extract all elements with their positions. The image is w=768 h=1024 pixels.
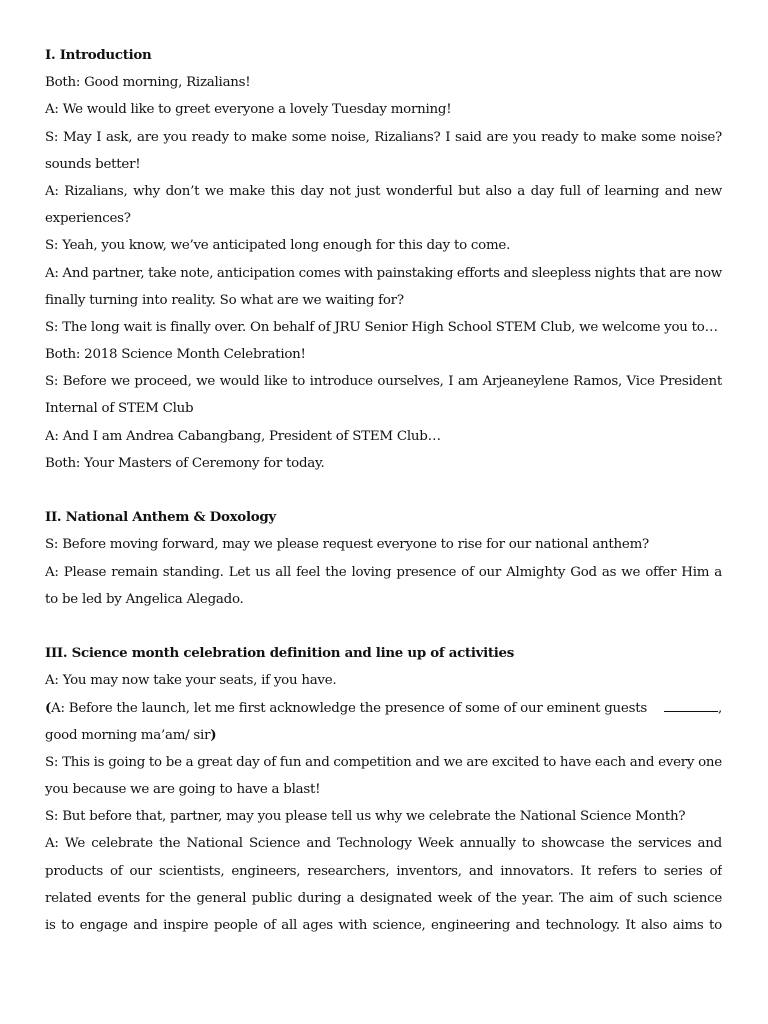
dialogue-line: Both: Good morning, Rizalians!	[45, 75, 251, 91]
dialogue-line: is to engage and inspire people of all ages with science, engineering and technology. It also aims to	[45, 918, 722, 933]
guest-name-blank	[664, 701, 718, 712]
parenthetical-line	[45, 695, 722, 722]
dialogue-line: finally turning into reality. So what are we waiting for?	[45, 292, 404, 308]
dialogue-line: to be led by Angelica Alegado.	[45, 591, 244, 607]
section-spacer	[45, 477, 722, 504]
section-heading-introduction: I. Introduction	[45, 47, 152, 63]
dialogue-line: experiences?	[45, 211, 131, 227]
section-heading-national-anthem: II. National Anthem & Doxology	[45, 509, 276, 526]
dialogue-line: Both: Your Masters of Ceremony for today.	[45, 455, 325, 471]
dialogue-line: S: The long wait is finally over. On behalf of JRU Senior High School STEM Club, we welcome you to…	[45, 319, 718, 335]
dialogue-line: sounds better!	[45, 156, 141, 172]
dialogue-line: A: You may now take your seats, if you have.	[45, 673, 337, 689]
dialogue-line: A: We celebrate the National Science and Technology Week annually to showcase the services and	[45, 836, 722, 852]
dialogue-line: S: Before moving forward, may we please request everyone to rise for our national anthem?	[45, 537, 649, 553]
dialogue-line: products of our scientists, engineers, researchers, inventors, and innovators. It refers to series of	[45, 863, 722, 879]
dialogue-line: S: Yeah, you know, we’ve anticipated long enough for this day to come.	[45, 238, 511, 254]
dialogue-line: Both: 2018 Science Month Celebration!	[45, 347, 306, 363]
comma: ,	[717, 700, 722, 716]
dialogue-line: A: And I am Andrea Cabangbang, President of STEM Club…	[45, 428, 441, 444]
dialogue-line: A: And partner, take note, anticipation comes with painstaking efforts and sleepless nights that are now	[45, 265, 722, 281]
dialogue-line: S: But before that, partner, may you please tell us why we celebrate the National Science Month?	[45, 809, 686, 825]
dialogue-line: A: Please remain standing. Let us all feel the loving presence of our Almighty God as we offer Him a	[45, 564, 722, 580]
document-page	[45, 42, 722, 939]
guest-blank-group	[664, 695, 722, 722]
dialogue-line: A: We would like to greet everyone a lovely Tuesday morning!	[45, 102, 452, 118]
parenthetical-greeting: good morning ma’am/ sir	[45, 727, 211, 743]
parenthetical-text	[45, 695, 647, 722]
dialogue-line: S: May I ask, are you ready to make some noise, Rizalians? I said are you ready to make some noise?	[45, 129, 722, 145]
open-paren: (	[45, 699, 52, 716]
dialogue-line: related events for the general public during a designated week of the year. The aim of such science	[45, 890, 722, 906]
dialogue-line: A: Rizalians, why don’t we make this day not just wonderful but also a day full of learning and new	[45, 183, 722, 199]
close-paren: )	[210, 726, 217, 743]
parenthetical-content: A: Before the launch, let me first acknowledge the presence of some of our eminent guests	[51, 700, 647, 716]
dialogue-line: S: This is going to be a great day of fun and competition and we are excited to have each and every one	[45, 754, 722, 770]
parenthetical-line-2	[45, 722, 722, 749]
dialogue-line: Internal of STEM Club	[45, 401, 194, 417]
section-heading-science-month: III. Science month celebration definition and line up of activities	[45, 645, 515, 662]
dialogue-line: S: Before we proceed, we would like to introduce ourselves, I am Arjeaneylene Ramos, Vice President	[45, 374, 722, 390]
section-spacer	[45, 613, 722, 640]
dialogue-line: you because we are going to have a blast!	[45, 782, 321, 798]
